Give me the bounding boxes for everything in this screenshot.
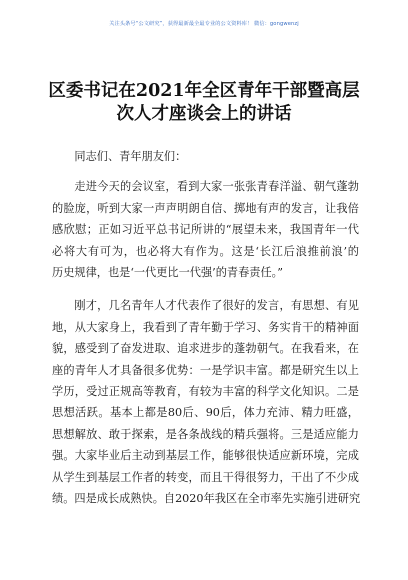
paragraph-line: 强。大家毕业后主动到基层工作，能够很快适应新环境，完成	[52, 449, 359, 463]
paragraph-line: 走进今天的会议室，看到大家一张张青春洋溢、朝气蓬勃	[74, 180, 359, 194]
paragraph-line: 必将大有可为，也必将大有作为。这是‘长江后浪推前浪’的	[52, 244, 359, 258]
paragraph-line: 刚才，几名青年人才代表作了很好的发言，有思想、有见	[74, 299, 359, 313]
paragraph-line: 的脸庞，听到大家一声声明朗自信、掷地有声的发言，让我倍	[52, 201, 359, 215]
paragraph-2	[52, 295, 359, 509]
paragraph-line: 地，从大家身上，我看到了青年勤于学习、务实肯干的精神面	[52, 320, 359, 334]
paragraph-line: 感欣慰；正如习近平总书记所讲的“展望未来，我国青年一代	[52, 223, 359, 237]
paragraph-line: 座的青年人才具备很多优势：一是学识丰富。都是研究生以上	[52, 363, 359, 377]
paragraph-line: 貌，感受到了奋发进取、追求进步的蓬勃朝气。在我看来，在	[52, 342, 359, 356]
greeting: 同志们、青年朋友们：	[74, 150, 187, 163]
paragraph-line: 绩。四是成长成熟快。自2020年我区在全市率先实施引进研究	[52, 492, 361, 506]
paragraph-line: 思想活跃。基本上都是80后、90后，体力充沛、精力旺盛，	[52, 406, 359, 420]
paragraph-line: 从学生到基层工作者的转变，而且干得很努力，干出了不少成	[52, 470, 359, 484]
paragraph-line: 历史规律，也是‘一代更比一代强’的青春责任。”	[52, 266, 283, 280]
paragraph-1	[52, 176, 359, 283]
paragraph-line: 学历，受过正规高等教育，有较为丰富的科学文化知识。二是	[52, 385, 359, 399]
header-banner: 关注头条号“公文研究”，获得最新最全最专业的公文资料库！ 微信：gongwenzj	[109, 21, 299, 27]
paragraph-line: 思想解放、敢于探索，是各条战线的精兵强将。三是适应能力	[52, 427, 359, 441]
document-title: 区委书记在2021年全区青年干部暨高层次人才座谈会上的讲话	[48, 81, 360, 124]
speech-body	[52, 146, 359, 522]
